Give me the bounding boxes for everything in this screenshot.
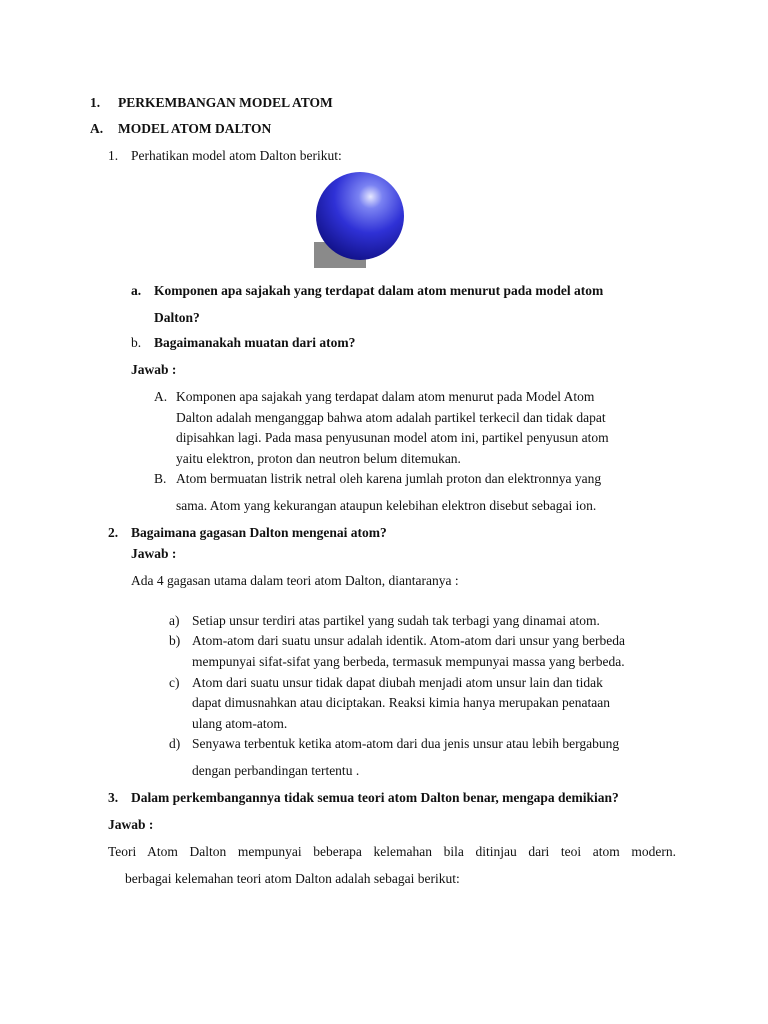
q3-text-line2: berbagai kelemahan teori atom Dalton adalah sebagai berikut: xyxy=(125,871,460,886)
q2-number: 2. xyxy=(108,525,119,540)
q2-question: Bagaimana gagasan Dalton mengenai atom? xyxy=(131,525,387,540)
q2-item-c-line3: ulang atom-atom. xyxy=(192,716,288,731)
q2-item-c-number: c) xyxy=(169,675,180,690)
q1-answer-b-line1: Atom bermuatan listrik netral oleh karena jumlah proton dan elektronnya yang xyxy=(176,471,602,486)
q2-item-c-line1: Atom dari suatu unsur tidak dapat diubah menjadi atom unsur lain dan tidak xyxy=(192,675,603,690)
q1-number: 1. xyxy=(108,148,119,163)
atom-sphere xyxy=(316,172,404,260)
q2-item-b-number: b) xyxy=(169,633,181,648)
q1-jawab: Jawab : xyxy=(131,362,177,377)
subsection-number: A. xyxy=(90,121,104,136)
section-number: 1. xyxy=(90,95,101,110)
q1-part-a-number: a. xyxy=(131,283,142,298)
dalton-sphere-icon xyxy=(314,170,406,268)
q1-answer-a-line1: Komponen apa sajakah yang terdapat dalam atom menurut pada Model Atom xyxy=(176,389,595,404)
q2-item-d-line2: dengan perbandingan tertentu . xyxy=(192,763,360,778)
q2-item-d-number: d) xyxy=(169,736,181,751)
q2-item-b-line1: Atom-atom dari suatu unsur adalah identik. Atom-atom dari unsur yang berbeda xyxy=(192,633,626,648)
q3-text-line1: Teori Atom Dalton mempunyai beberapa kelemahan bila ditinjau dari teoi atom modern. xyxy=(108,844,676,859)
q2-item-a-number: a) xyxy=(169,613,180,628)
q2-jawab: Jawab : xyxy=(131,546,177,561)
q3-number: 3. xyxy=(108,790,119,805)
q1-part-a-line1: Komponen apa sajakah yang terdapat dalam atom menurut pada model atom xyxy=(154,283,604,298)
q2-item-c-line2: dapat dimusnahkan atau diciptakan. Reaksi kimia hanya merupakan penataan xyxy=(192,695,610,710)
q1-part-a-line2: Dalton? xyxy=(154,310,200,325)
q1-answer-a-line4: yaitu elektron, proton dan neutron belum ditemukan. xyxy=(176,451,461,466)
dalton-atom-image xyxy=(314,170,406,268)
q1-intro: Perhatikan model atom Dalton berikut: xyxy=(131,148,342,163)
section-title: PERKEMBANGAN MODEL ATOM xyxy=(118,95,333,110)
q3-question: Dalam perkembangannya tidak semua teori atom Dalton benar, mengapa demikian? xyxy=(131,790,619,805)
q1-answer-a-line2: Dalton adalah menganggap bahwa atom adalah partikel terkecil dan tidak dapat xyxy=(176,410,606,425)
q1-answer-b-line2: sama. Atom yang kekurangan ataupun kelebihan elektron disebut sebagai ion. xyxy=(176,498,597,513)
q2-intro: Ada 4 gagasan utama dalam teori atom Dalton, diantaranya : xyxy=(131,573,459,588)
q2-item-d-line1: Senyawa terbentuk ketika atom-atom dari dua jenis unsur atau lebih bergabung xyxy=(192,736,620,751)
q3-jawab: Jawab : xyxy=(108,817,154,832)
q1-answer-a-line3: dipisahkan lagi. Pada masa penyusunan model atom ini, partikel penyusun atom xyxy=(176,430,609,445)
q1-part-b-line1: Bagaimanakah muatan dari atom? xyxy=(154,335,356,350)
q2-item-b-line2: mempunyai sifat-sifat yang berbeda, termasuk mempunyai massa yang berbeda. xyxy=(192,654,625,669)
q1-answer-b-number: B. xyxy=(154,471,167,486)
q2-item-a-line1: Setiap unsur terdiri atas partikel yang sudah tak terbagi yang dinamai atom. xyxy=(192,613,600,628)
q1-answer-a-number: A. xyxy=(154,389,168,404)
subsection-title: MODEL ATOM DALTON xyxy=(118,121,272,136)
q1-part-b-number: b. xyxy=(131,335,142,350)
